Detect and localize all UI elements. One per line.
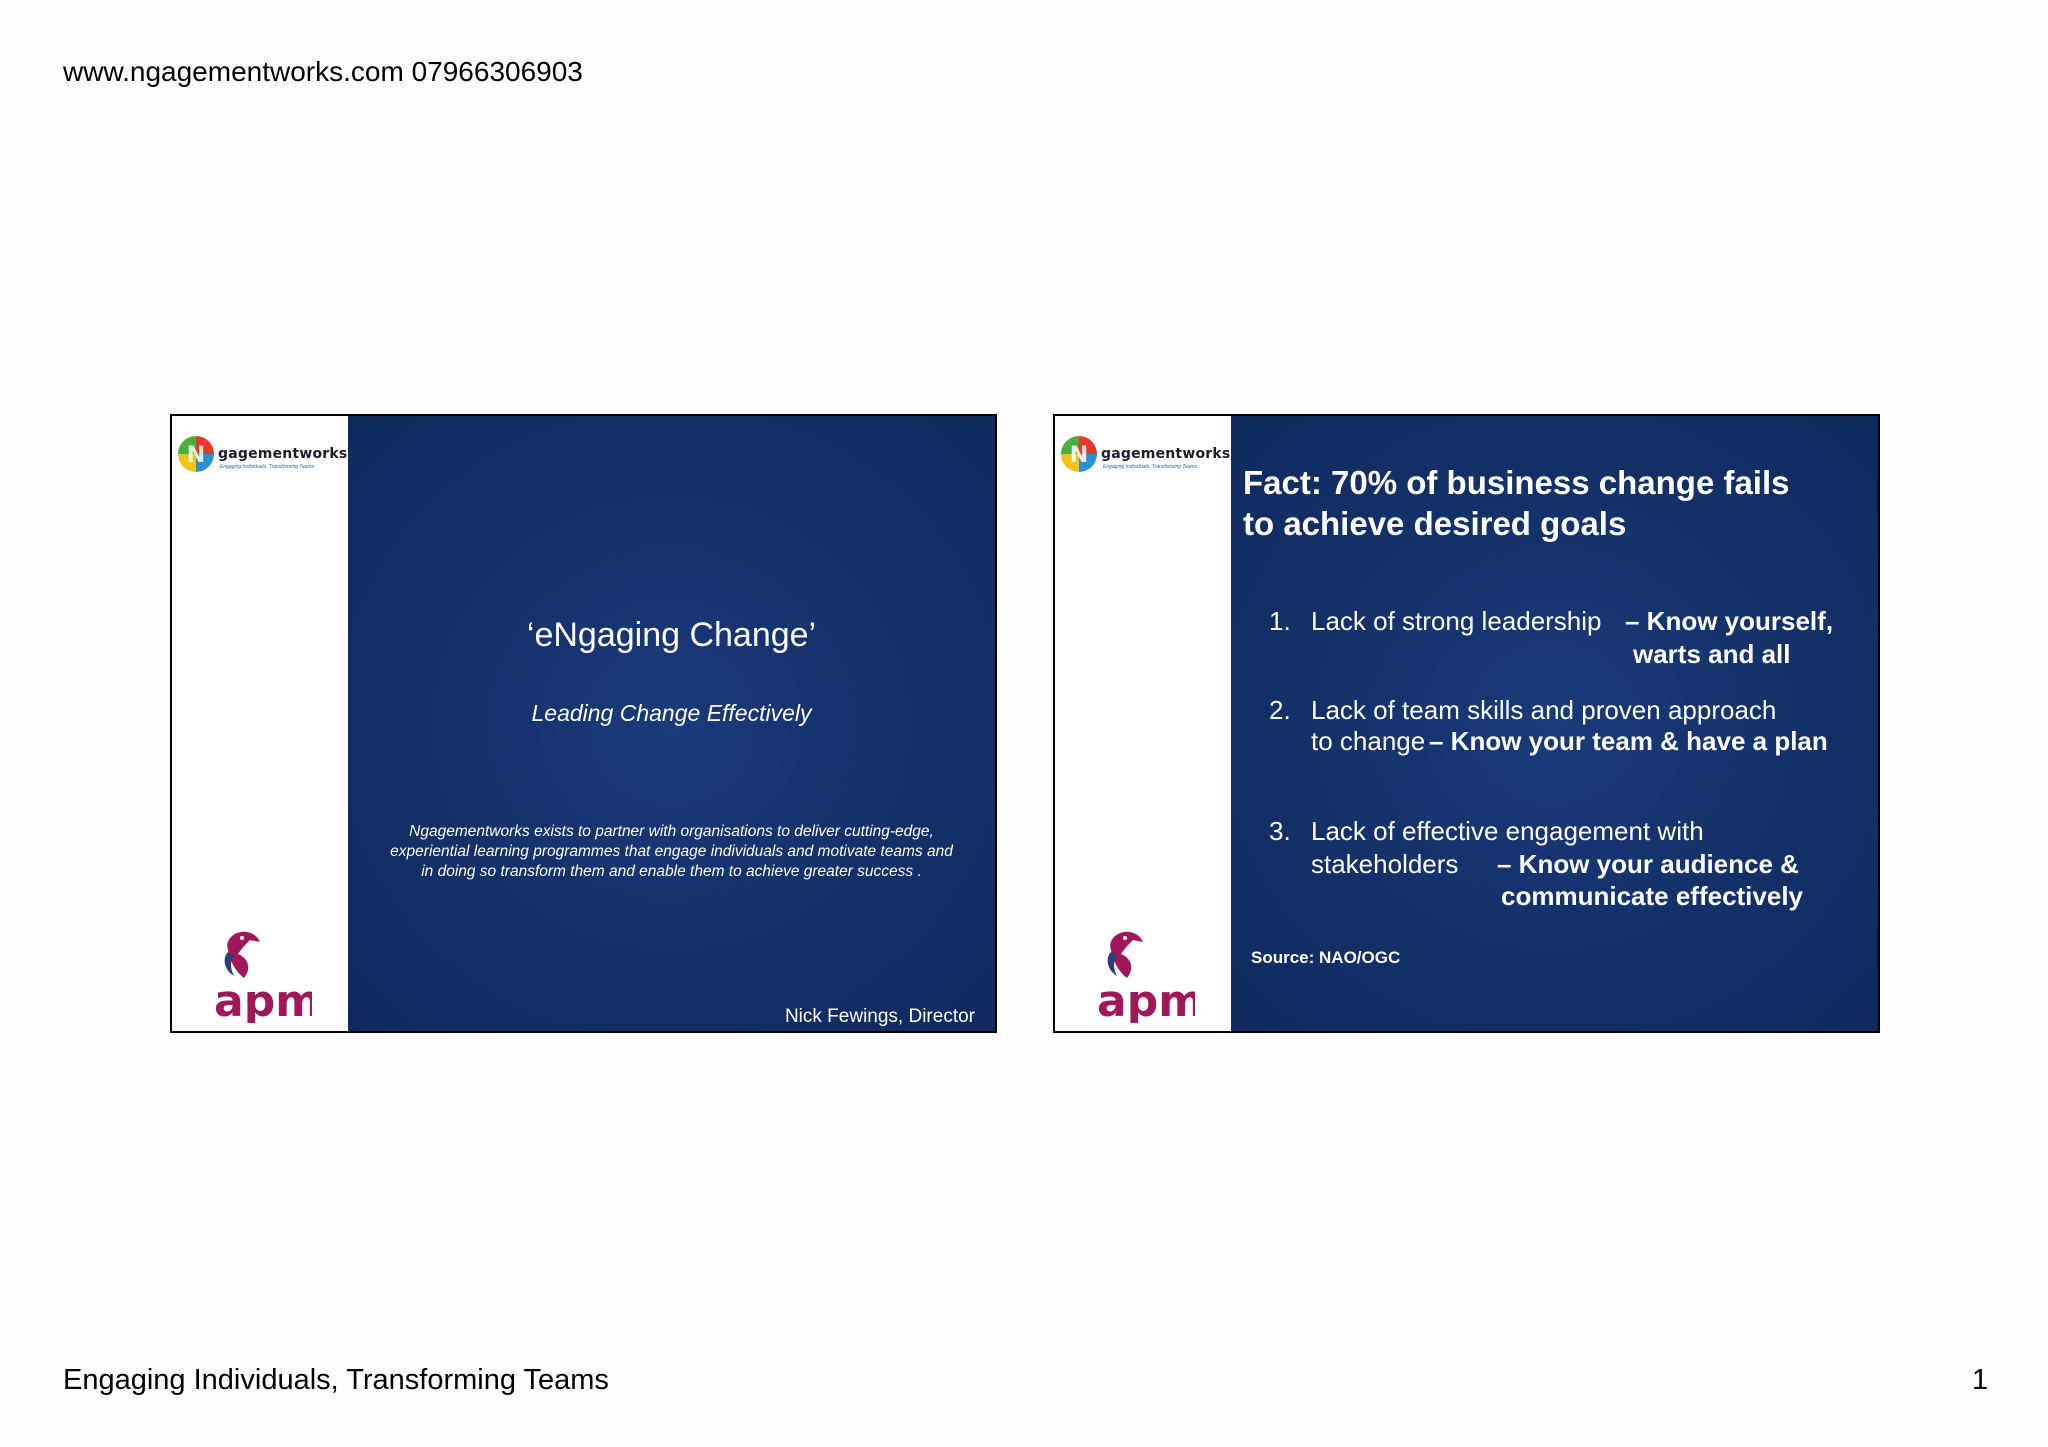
logo-tagline: Engaging Individuals, Transforming Teams [220, 464, 315, 470]
list-item-action: warts and all [1633, 639, 1791, 669]
page-header-contact: www.ngagementworks.com 07966306903 [63, 56, 583, 87]
ngagementworks-logo-icon [176, 434, 216, 474]
logo-wordmark: gagementworks [218, 446, 348, 462]
list-item-number: 3. [1269, 816, 1291, 846]
page-number: 1 [1972, 1364, 1989, 1396]
slide-subtitle: Leading Change Effectively [531, 700, 812, 726]
list-item-number: 1. [1269, 606, 1291, 636]
list-item-number: 2. [1269, 695, 1291, 725]
source-note: Source: NAO/OGC [1251, 948, 1401, 967]
slide-sidebar [172, 416, 348, 1031]
apm-logo-text: apm [1097, 976, 1195, 1023]
author-credit: Nick Fewings, Director [784, 1006, 975, 1027]
mission-line: experiential learning programmes that engage individuals and motivate teams and [390, 843, 953, 860]
list-item-action: – Know your audience & [1497, 849, 1799, 879]
list-item-action: – Know your team & have a plan [1429, 726, 1828, 756]
ngagementworks-logo-icon [1059, 434, 1099, 474]
mission-line: Ngagementworks exists to partner with organisations to deliver cutting-edge, [409, 823, 934, 840]
apm-bird-icon [212, 928, 312, 1023]
list-item-problem: Lack of team skills and proven approach [1311, 695, 1777, 725]
slide-2 [1053, 414, 1880, 1033]
mission-statement [362, 822, 981, 882]
title-line: to achieve desired goals [1243, 505, 1627, 542]
slide-content-panel [348, 416, 995, 1031]
list-item-problem: stakeholders [1311, 849, 1459, 879]
apm-bird-icon [1095, 928, 1195, 1023]
list-item-action: communicate effectively [1501, 881, 1804, 911]
logo-wordmark: gagementworks [1101, 446, 1231, 462]
slide-title: ‘eNgaging Change’ [526, 616, 817, 654]
page-footer-tagline: Engaging Individuals, Transforming Teams [63, 1364, 609, 1396]
svg-text:N: N [1069, 443, 1089, 468]
list-item-problem: Lack of effective engagement with [1311, 816, 1704, 846]
logo-tagline: Engaging Individuals, Transforming Teams [1103, 464, 1198, 470]
list-item-action: – Know yourself, [1625, 606, 1834, 636]
list-item [1269, 606, 1849, 676]
ngagementworks-logo [176, 434, 348, 478]
slide-sidebar [1055, 416, 1231, 1031]
apm-logo [212, 928, 312, 1023]
list-item [1269, 816, 1849, 916]
apm-logo-text: apm [214, 976, 312, 1023]
list-item-problem: Lack of strong leadership [1311, 606, 1602, 636]
title-line: Fact: 70% of business change fails [1243, 464, 1790, 501]
slide-title [1243, 462, 1843, 544]
svg-text:N: N [186, 443, 206, 468]
slide-content-panel [1231, 416, 1878, 1031]
list-item [1269, 695, 1869, 765]
list-item-problem: to change [1311, 726, 1426, 756]
ngagementworks-logo [1059, 434, 1231, 478]
mission-line: in doing so transform them and enable them to achieve greater success . [421, 863, 922, 880]
apm-logo [1095, 928, 1195, 1023]
slide-1 [170, 414, 997, 1033]
